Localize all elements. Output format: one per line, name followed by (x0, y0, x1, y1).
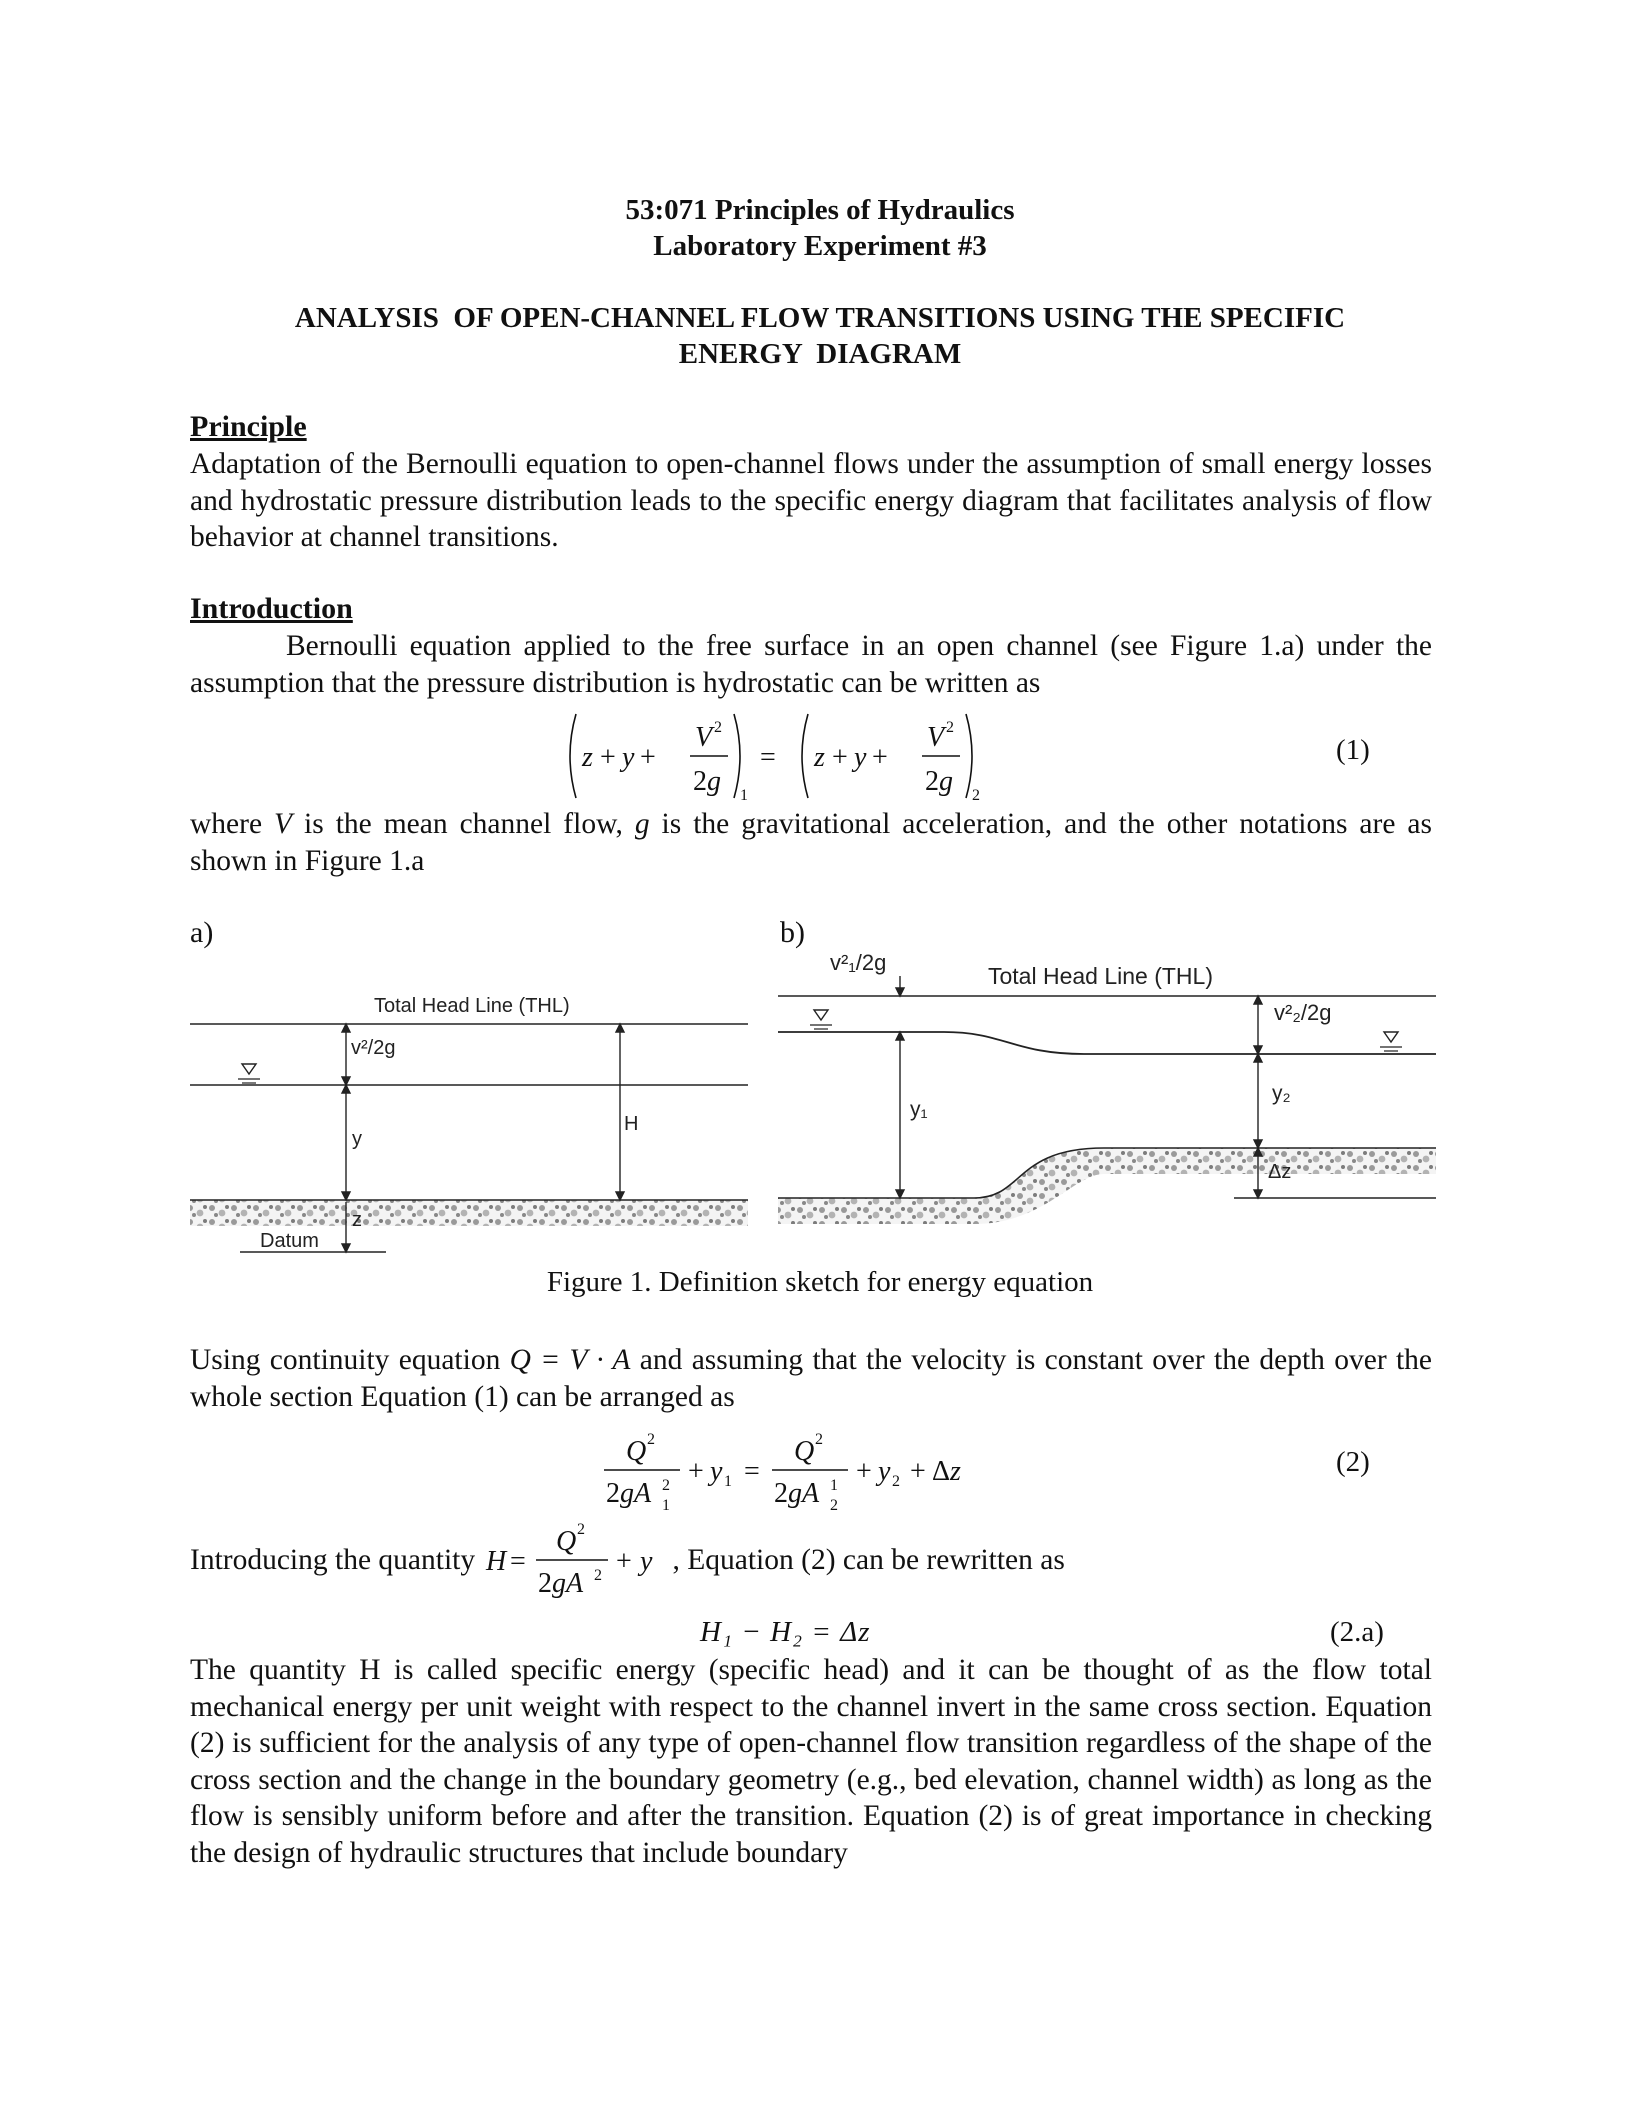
introduction-heading: Introduction (190, 592, 353, 625)
svg-text:2gA: 2gA (774, 1478, 820, 1509)
specific-energy-formula (482, 1512, 672, 1608)
svg-text:H: H (486, 1546, 507, 1577)
svg-text:z: z (582, 742, 593, 773)
svg-text:2gA: 2gA (606, 1478, 652, 1509)
equation-1-graphic (560, 704, 1000, 808)
svg-text:+: + (688, 1456, 704, 1487)
svg-text:2g: 2g (693, 766, 721, 797)
equation-1-number: (1) (1336, 734, 1370, 766)
closing-text: The quantity H is called specific energy (specific head) and it can be thought of as the flow total mechanical energy per unit weight with respect to the channel invert in the same cross section. Equation (2) is sufficient for the analysis of any type of open-channel flow transition regardless of the shape of the cross section and the change in the boundary geometry (e.g., bed elevation, channel width) as long as the flow is sensibly uniform before and after the transition. Equation (2) is of great importance in checking the design of hydraulic structures that include boundary (190, 1654, 1432, 1869)
figure-caption: Figure 1. Definition sketch for energy equation (546, 1266, 1094, 1298)
water-level-icon (238, 1064, 260, 1083)
equation-2a: H₁ − H₂ = Δz (700, 1616, 871, 1648)
svg-text:Q: Q (794, 1436, 815, 1467)
svg-text:2: 2 (946, 719, 954, 736)
velocity-head-label: v²/2g (351, 1037, 396, 1059)
thl-label: Total Head Line (THL) (374, 995, 570, 1017)
specific-energy-definition: Introducing the quantity H = Q 2 2gA 2 + y , Equation (2) can be rewritten as (190, 1512, 1065, 1608)
equation-2-number: (2) (1336, 1446, 1370, 1478)
svg-text:1: 1 (724, 1473, 732, 1490)
downstream-depth-label: y₂ (1272, 1082, 1291, 1105)
total-head-label: H (624, 1113, 639, 1135)
svg-text:Q: Q (556, 1526, 577, 1557)
where-text: where V is the mean channel flow, g is the gravitational acceleration, and the other notations are as shown in Figure 1.a (190, 808, 1432, 877)
equation-2 (600, 1422, 1020, 1518)
svg-text:y: y (854, 742, 867, 773)
svg-text:2: 2 (892, 1473, 900, 1490)
downstream-velocity-head-label: v²₂/2g (1274, 1000, 1332, 1025)
channel-bed-b (778, 1148, 1436, 1224)
svg-text:2: 2 (815, 1431, 823, 1448)
lab-title: Laboratory Experiment #3 (653, 230, 987, 262)
svg-text:2: 2 (662, 1477, 670, 1494)
svg-text:Q: Q (626, 1436, 647, 1467)
document-title (180, 300, 1460, 372)
svg-text:y: y (710, 1456, 723, 1487)
svg-text:+: + (640, 742, 656, 773)
bed-step-label: Δz (1268, 1161, 1292, 1183)
water-level-icon-downstream (1380, 1032, 1402, 1051)
channel-bed (190, 1200, 748, 1226)
thl-label-b: Total Head Line (THL) (988, 963, 1213, 989)
svg-text:+: + (616, 1546, 633, 1577)
document-header (0, 192, 1640, 264)
equation-2a-number: (2.a) (1330, 1616, 1384, 1648)
svg-text:y: y (878, 1456, 891, 1487)
svg-text:2: 2 (594, 1567, 603, 1584)
figure-label-b: b) (780, 916, 805, 949)
svg-text:2: 2 (647, 1431, 655, 1448)
svg-text:2: 2 (830, 1497, 838, 1514)
title-line-2: ENERGY DIAGRAM (678, 338, 962, 370)
elevation-label: z (352, 1209, 362, 1231)
svg-text:2: 2 (577, 1521, 586, 1538)
depth-label: y (352, 1128, 362, 1150)
svg-text:+: + (832, 742, 848, 773)
svg-text:=: = (510, 1546, 527, 1577)
svg-text:=: = (744, 1456, 760, 1487)
equation-1 (560, 704, 1000, 808)
figure-1b (774, 940, 1446, 1240)
principle-heading: Principle (190, 410, 307, 443)
water-surface-b (778, 1032, 1436, 1054)
figure-1a (186, 980, 762, 1270)
title-line-1: ANALYSIS OF OPEN-CHANNEL FLOW TRANSITIONS USING THE SPECIFIC (294, 302, 1346, 334)
svg-text:z: z (814, 742, 825, 773)
svg-text:y: y (640, 1546, 653, 1577)
svg-text:+: + (910, 1456, 926, 1487)
upstream-depth-label: y₁ (910, 1098, 928, 1121)
svg-text:+: + (856, 1456, 872, 1487)
course-title: 53:071 Principles of Hydraulics (625, 194, 1015, 226)
upstream-velocity-head-label: v²₁/2g (830, 950, 887, 975)
svg-text:y: y (622, 742, 635, 773)
introduction-text: Bernoulli equation applied to the free surface in an open channel (see Figure 1.a) under the assumption that the pressure distribution is hydrostatic can be written as (190, 630, 1432, 699)
svg-text:1: 1 (740, 787, 748, 804)
svg-text:2: 2 (972, 787, 980, 804)
svg-text:2gA: 2gA (538, 1568, 584, 1599)
figure-label-a: a) (190, 916, 214, 949)
svg-text:+: + (872, 742, 888, 773)
principle-text: Adaptation of the Bernoulli equation to open-channel flows under the assumption of small energy losses and hydrostatic pressure distribution leads to the specific energy diagram that facilitates analysis of flow behavior at channel transitions. (190, 448, 1432, 553)
svg-text:1: 1 (830, 1477, 838, 1494)
svg-text:Δz: Δz (932, 1456, 961, 1487)
continuity-text: Using continuity equation Q = V · A and assuming that the velocity is constant over the depth over the whole section Equation (1) can be arranged as (190, 1344, 1433, 1413)
water-level-icon-upstream (810, 1010, 832, 1029)
svg-text:V: V (927, 722, 945, 753)
svg-text:=: = (760, 742, 776, 773)
datum-label: Datum (260, 1230, 319, 1252)
svg-text:1: 1 (662, 1497, 670, 1514)
svg-text:2g: 2g (925, 766, 953, 797)
svg-text:2: 2 (714, 719, 722, 736)
svg-text:+: + (600, 742, 616, 773)
svg-text:V: V (695, 722, 713, 753)
